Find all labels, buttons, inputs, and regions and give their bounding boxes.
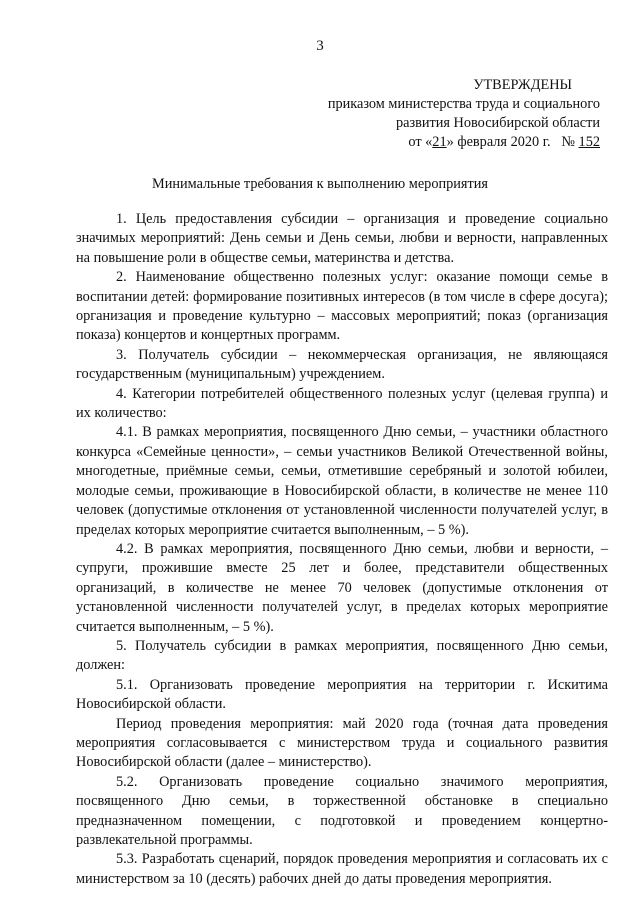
paragraph: 5.1. Организовать проведение мероприятия на территории г. Искитима Новосибирской области.: [76, 676, 608, 713]
approval-no-label: №: [561, 134, 575, 150]
approval-day: 21: [432, 134, 447, 150]
paragraph: 5.3. Разработать сценарий, порядок проведения мероприятия и согласовать их с министерством за 10 (десять) рабочих дней до даты проведения мероприятия.: [76, 851, 608, 887]
document-title: Минимальные требования к выполнению мероприятия: [152, 176, 488, 192]
page-number: 3: [316, 38, 324, 54]
paragraph: Период проведения мероприятия: май 2020 года (точная дата проведения мероприятия согласовывается с министерством труда и социального развития Новосибирской области (далее – министерство).: [76, 715, 608, 771]
approval-line-2: развития Новосибирской области: [395, 115, 600, 131]
approval-line-1: приказом министерства труда и социального: [327, 96, 600, 112]
approval-date-prefix: от «: [408, 134, 433, 150]
paragraph: 2. Наименование общественно полезных услуг: оказание помощи семье в воспитании детей: формирование позитивных интересов (в том числе в сфере досуга); организация и проведение культурно – массовых мероприятий; показ (организация показа) концертов и концертных программ.: [76, 269, 608, 344]
paragraph: 4.2. В рамках мероприятия, посвященного Дню семьи, любви и верности, – супруги, прожившие вместе 25 лет и более, представители общественных организаций, в количестве не менее 70 человек (допустимые отклонения от установленной численности получателей услуг, в пределах которых мероприятие считается выполненным, – 5 %).: [76, 540, 608, 635]
paragraph: 4.1. В рамках мероприятия, посвященного Дню семьи, – участники областного конкурса «Семейные ценности», – семьи участников Великой Отечественной войны, многодетные, приёмные семьи, семьи, отметившие серебряный и золотой юбилеи, молодые семьи, проживающие в Новосибирской области, в количестве не менее 110 человек (допустимые отклонения от установленной численности получателей услуг, в пределах которых мероприятие считается выполненным, – 5 %).: [76, 424, 608, 538]
approval-stamp: [300, 76, 600, 152]
paragraph: 4. Категории потребителей общественного полезных услуг (целевая группа) и их количество:: [76, 385, 608, 422]
paragraph: 5.2. Организовать проведение социально значимого мероприятия, посвященного Дню семьи, в торжественной обстановке в специально предназначенном помещении, с подготовкой и проведением концертно-развлекательной программы.: [76, 773, 608, 848]
approval-date-mid: » февраля 2020 г.: [446, 134, 551, 150]
paragraph: 3. Получатель субсидии – некоммерческая организация, не являющаяся государственным (муниципальным) учреждением.: [76, 346, 608, 383]
approval-date-line: [300, 133, 600, 152]
approval-title: УТВЕРЖДЕНЫ: [473, 77, 572, 93]
approval-number: 152: [578, 134, 600, 150]
paragraph: 5. Получатель субсидии в рамках мероприятия, посвященного Дню семьи, должен:: [76, 637, 608, 674]
paragraph: 1. Цель предоставления субсидии – организация и проведение социально значимых мероприятий: День семьи и День семьи, любви и верности, направленных на повышение роли в обществе семьи, материнства и детства.: [76, 211, 608, 266]
document-body: [76, 210, 608, 889]
